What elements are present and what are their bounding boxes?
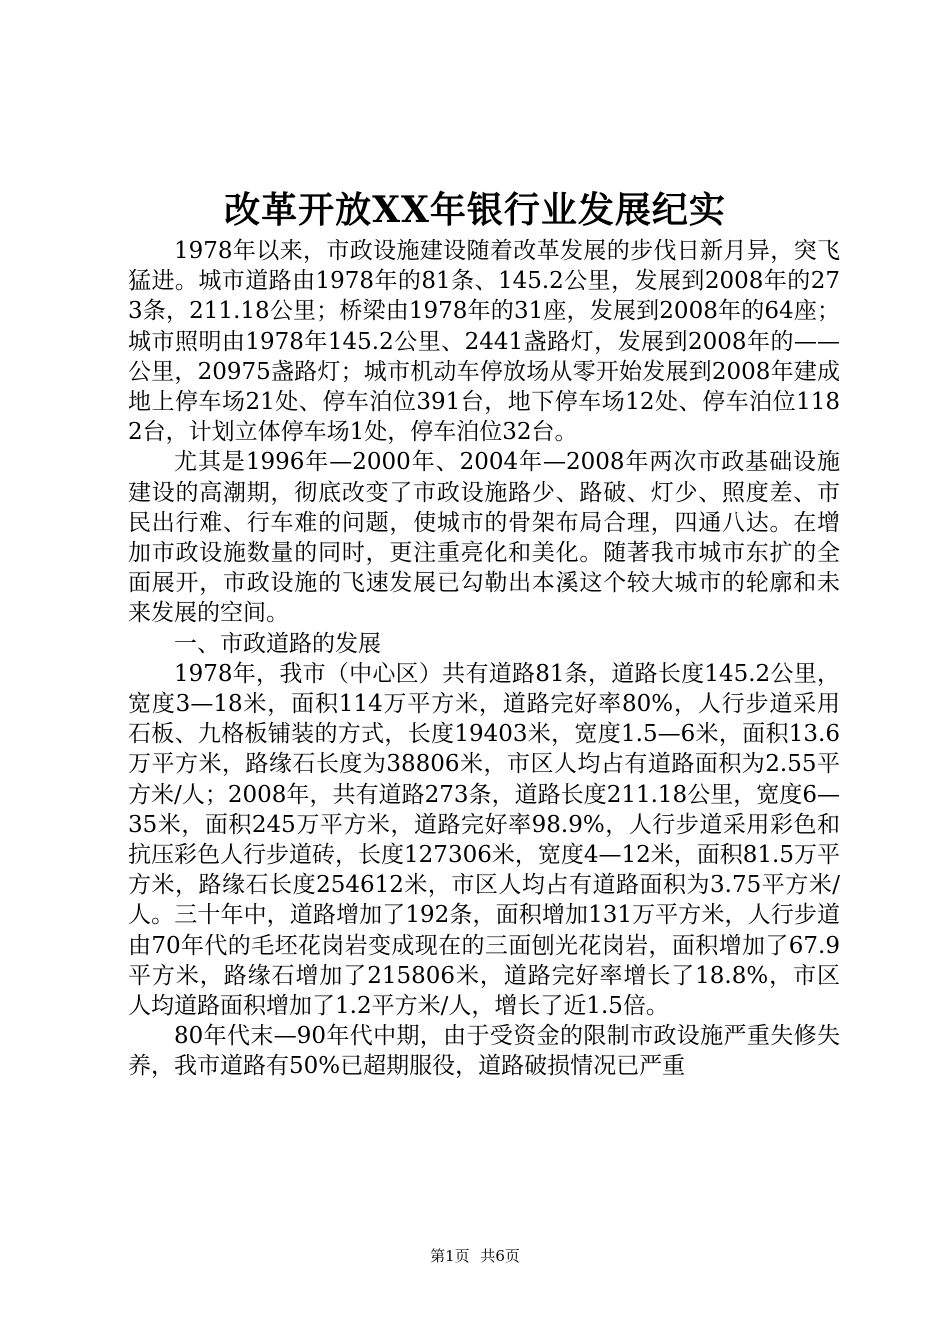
page-footer — [0, 1246, 950, 1266]
paragraph-construction-peak: 尤其是1996年—2000年、2004年—2008年两次市政基础设施建设的高潮期，彻底改变了市政设施路少、路破、灯少、照度差、市民出行难、行车难的问题，使城市的骨架布局合理，四通八达。在增加市政设施数量的同时，更注重亮化和美化。随著我市城市东扩的全面展开，市政设施的飞速发展已勾勒出本溪这个较大城市的轮廓和未来发展的空间。 — [128, 449, 840, 627]
paragraph-road-disrepair: 80年代末—90年代中期，由于受资金的限制市政设施严重失修失养，我市道路有50%已超期服役，道路破损情况已严重 — [128, 1023, 840, 1080]
paragraph-intro: 1978年以来，市政设施建设随着改革发展的步伐日新月异，突飞猛进。城市道路由1978年的81条、145.2公里，发展到2008年的273条，211.18公里；桥梁由1978年的31座，发展到2008年的64座；城市照明由1978年145.2公里、2441盏路灯，发展到2008年的——公里，20975盏路灯；城市机动车停放场从零开始发展到2008年建成地上停车场21处、停车泊位391台，地下停车场12处、停车泊位1182台，计划立体停车场1处，停车泊位32台。 — [128, 238, 840, 446]
document-title: 改革开放XX年银行业发展纪实 — [224, 189, 726, 231]
page-number-current: 第1页 — [430, 1247, 470, 1265]
page-number-total: 共6页 — [480, 1247, 520, 1265]
section-heading-roads: 一、市政道路的发展 — [174, 630, 381, 657]
document-body — [128, 236, 840, 1082]
paragraph-road-statistics: 1978年，我市（中心区）共有道路81条，道路长度145.2公里，宽度3—18米，面积114万平方米，道路完好率80%，人行步道采用石板、九格板铺装的方式，长度19403米，宽度1.5—6米，面积13.6万平方米，路缘石长度为38806米，市区人均占有道路面积为2.55平方米/人；2008年，共有道路273条，道路长度211.18公里，宽度6—35米，面积245万平方米，道路完好率98.9%，人行步道采用彩色和抗压彩色人行步道砖，长度127306米，宽度4—12米，面积81.5万平方米，路缘石长度254612米，市区人均占有道路面积为3.75平方米/人。三十年中，道路增加了192条，面积增加131万平方米，人行步道由70年代的毛坯花岗岩变成现在的三面刨光花岗岩，面积增加了67.9平方米，路缘石增加了215806米，道路完好率增长了18.8%，市区人均道路面积增加了1.2平方米/人，增长了近1.5倍。 — [128, 660, 840, 1020]
